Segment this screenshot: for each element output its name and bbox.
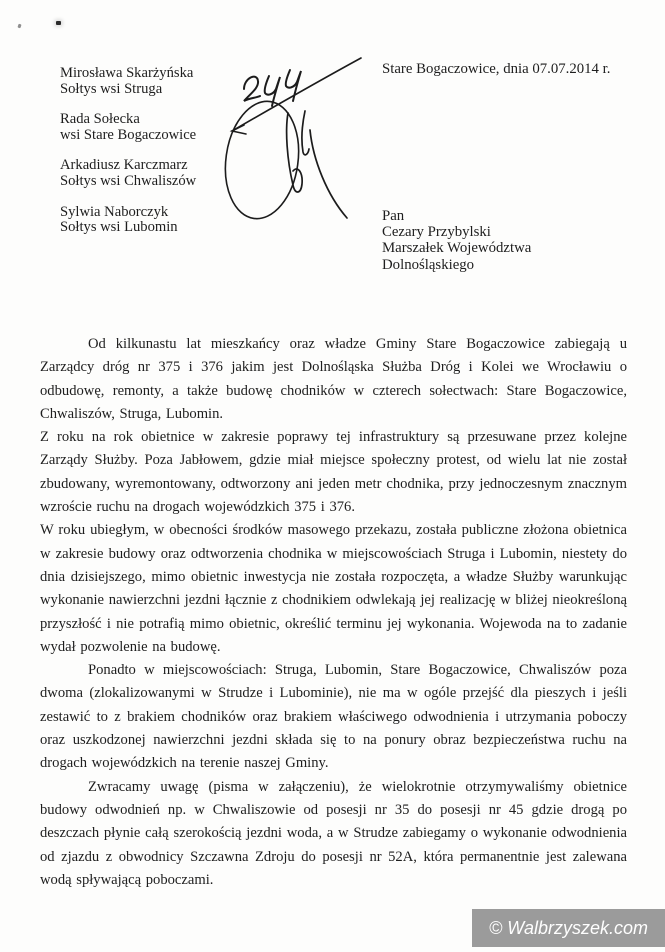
body-paragraph: Z roku na rok obietnice w zakresie poprawy tej infrastruktury są przesuwane przez kolejne Zarządy Służby. Poza Jabłowem, gdzie miał miejsce społeczny protest, od wielu lat nie został zbudowany, wyremontowany, odtworzony ani jeden metr chodnika, przy jednoczesnym znacznym wzroście ruchu na drogach wojewódzkich 375 i 376. <box>40 429 627 516</box>
recipient-block <box>382 208 531 273</box>
sender-entry <box>60 205 196 236</box>
sender-block <box>60 66 196 251</box>
scan-speck <box>56 21 61 25</box>
sender-entry <box>60 66 196 97</box>
sender-entry <box>60 112 196 143</box>
body-paragraph: W roku ubiegłym, w obecności środków masowego przekazu, została publiczne złożona obietnica w zakresie budowy oraz odtworzenia chodnika w miejscowościach Struga i Lubomin, niestety do dnia dzisiejszego, mimo obietnic inwestycja nie została rozpoczęta, a władze Służby warunkując wykonanie nawierzchni jezdni łącznie z chodnikiem odwlekają jej realizację w bliżej nieokreśloną przyszłość i nie potrafią mimo obietnic, określić terminu jej wykonania. Wojewoda na to zadanie wydał pozwolenie na budowę. <box>40 522 627 655</box>
letter-body <box>40 333 627 892</box>
sender-name: Sylwia Naborczyk <box>60 203 169 220</box>
sender-name: Mirosława Skarżyńska <box>60 65 194 81</box>
sender-entry <box>60 158 196 189</box>
recipient-line: Cezary Przybylski <box>382 224 491 241</box>
signature-oval <box>218 97 306 224</box>
body-paragraph: Ponadto w miejscowościach: Struga, Lubomin, Stare Bogaczowice, Chwaliszów poza dwoma (zlokalizowanymi w Strudze i Lubominie), nie ma w ogóle przejść dla pieszych i jeśli zestawić to z brakiem chodników oraz brakiem właściwego odwodnienia i utrzymania poboczy oraz uszkodzonej nawierzchni jezdni składa się to na ponury obraz bezpieczeństwa ruchu na drogach wojewódzkich na terenie naszej Gminy. <box>40 662 627 772</box>
body-paragraph: Zwracamy uwagę (pisma w załączeniu), że wielokrotnie otrzymywaliśmy obietnice budowy odwodnień np. w Chwaliszowie od posesji nr 35 do posesji nr 45 gdzie drogą po deszczach płynie całą szerokością jezdni woda, a w Strudze zabiegamy o wykonanie odwodnienia od zjazdu z obwodnicy Szczawna Zdroju do posesji nr 52A, która permanentnie jest zalewana wodą spływającą poboczami. <box>40 778 627 888</box>
sender-title: Sołtys wsi Struga <box>60 80 163 97</box>
sender-title: Sołtys wsi Chwaliszów <box>60 172 197 189</box>
sender-name: Rada Sołecka <box>60 111 140 128</box>
body-paragraph: Od kilkunastu lat mieszkańcy oraz władze Gminy Stare Bogaczowice zabiegają u Zarządcy dróg nr 375 i 376 jakim jest Dolnośląska Służba Dróg i Kolei we Wrocławiu o odbudowę, remonty, a także budowę chodników w czterech sołectwach: Stare Bogaczowice, Chwaliszów, Struga, Lubomin. <box>40 336 627 422</box>
sender-title: wsi Stare Bogaczowice <box>60 126 197 143</box>
sender-title: Sołtys wsi Lubomin <box>60 219 178 236</box>
sender-name: Arkadiusz Karczmarz <box>60 157 188 174</box>
recipient-line: Marszałek Województwa <box>382 240 532 257</box>
recipient-line: Pan <box>382 208 405 224</box>
arrow-line <box>232 58 361 134</box>
handwritten-number <box>244 70 301 106</box>
scan-speck <box>17 24 21 29</box>
watermark-text: © Walbrzyszek.com <box>489 917 648 938</box>
recipient-line: Dolnośląskiego <box>382 256 475 273</box>
watermark-bar <box>472 909 665 947</box>
handwritten-annotation <box>215 45 370 240</box>
letter-date-line: Stare Bogaczowice, dnia 07.07.2014 r. <box>382 61 611 77</box>
